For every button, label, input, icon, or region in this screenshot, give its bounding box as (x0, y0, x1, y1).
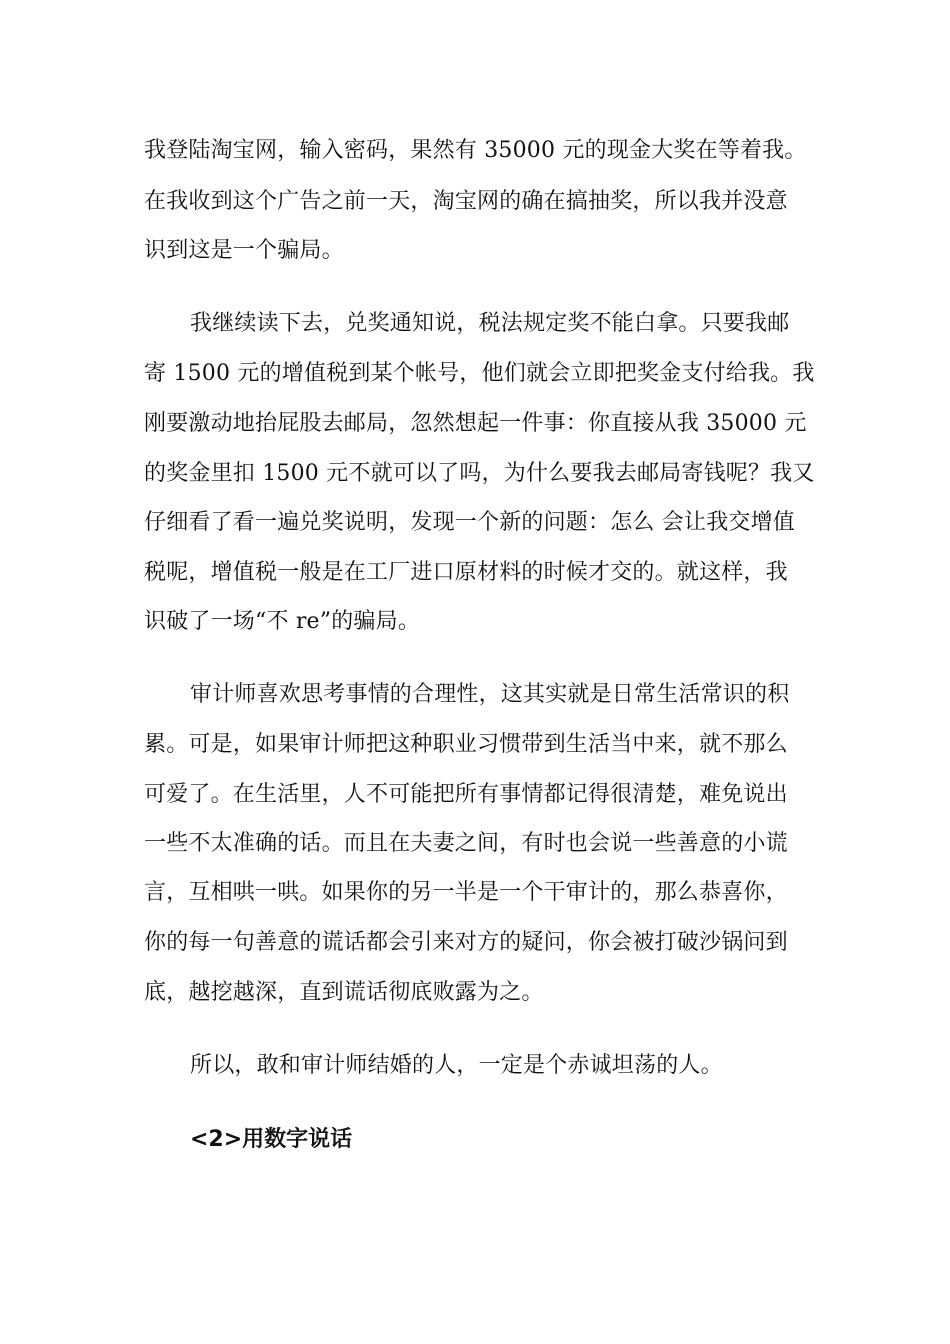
paragraph-4-line-1: 所以，敢和审计师结婚的人，一定是个赤诚坦荡的人。 (190, 1053, 723, 1078)
paragraph-2-line-3: 刚要激动地抬屁股去邮局，忽然想起一件事：你直接从我 35000 元 (144, 411, 807, 436)
paragraph-2-line-4: 的奖金里扣 1500 元不就可以了吗，为什么要我去邮局寄钱呢？我又 (144, 461, 815, 486)
paragraph-2-line-2: 寄 1500 元的增值税到某个帐号，他们就会立即把奖金支付给我。我 (144, 361, 815, 386)
paragraph-3-line-2: 累。可是，如果审计师把这种职业习惯带到生活当中来，就不那么 (144, 732, 788, 757)
paragraph-2-line-1: 我继续读下去，兑奖通知说，税法规定奖不能白拿。只要我邮 (190, 311, 790, 336)
paragraph-3-line-4: 一些不太准确的话。而且在夫妻之间，有时也会说一些善意的小谎 (144, 831, 788, 856)
paragraph-3-line-5: 言，互相哄一哄。如果你的另一半是一个干审计的，那么恭喜你， (144, 880, 788, 905)
paragraph-1-line-2: 在我收到这个广告之前一天，淘宝网的确在搞抽奖，所以我并没意 (144, 189, 788, 214)
paragraph-2-line-7: 识破了一场“不 re”的骗局。 (144, 609, 421, 634)
paragraph-1-line-3: 识到这是一个骗局。 (144, 238, 344, 263)
paragraph-2-line-6: 税呢，增值税一般是在工厂进口原材料的时候才交的。就这样，我 (144, 560, 788, 585)
paragraph-3-line-1: 审计师喜欢思考事情的合理性，这其实就是日常生活常识的积 (190, 682, 790, 707)
section-heading: <2>用数字说话 (190, 1127, 353, 1152)
paragraph-1-line-1: 我登陆淘宝网，输入密码，果然有 35000 元的现金大奖在等着我。 (144, 138, 807, 163)
paragraph-3-line-7: 底，越挖越深，直到谎话彻底败露为之。 (144, 980, 544, 1005)
paragraph-2-line-5: 仔细看了看一遍兑奖说明，发现一个新的问题：怎么 会让我交增值 (144, 510, 795, 535)
paragraph-3-line-6: 你的每一句善意的谎话都会引来对方的疑问，你会被打破沙锅问到 (144, 930, 788, 955)
paragraph-3-line-3: 可爱了。在生活里，人不可能把所有事情都记得很清楚，难免说出 (144, 782, 788, 807)
